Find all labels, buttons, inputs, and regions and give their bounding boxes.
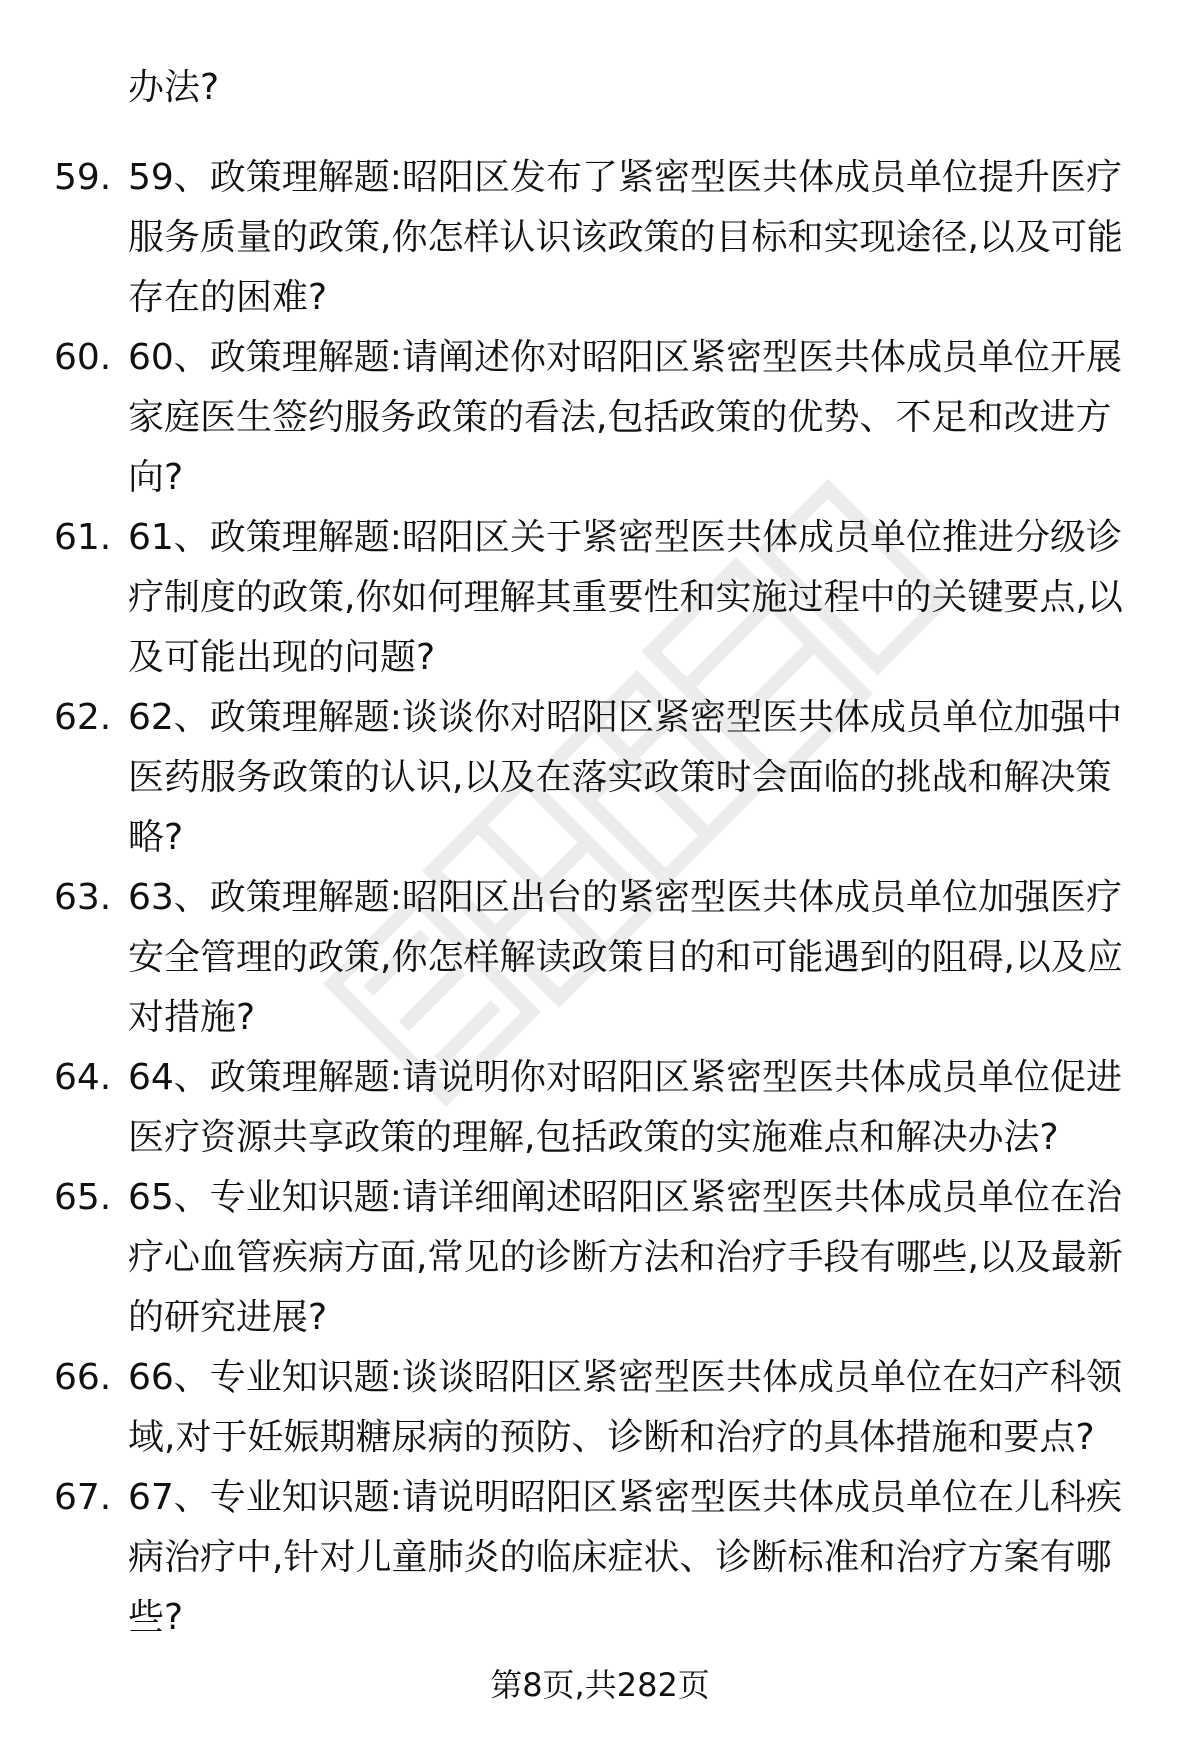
question-text: 59、政策理解题:昭阳区发布了紧密型医共体成员单位提升医疗服务质量的政策,你怎样认识该政策的目标和实现途径,以及可能存在的困难? — [128, 157, 1123, 318]
question-number: 60. — [54, 337, 112, 378]
continuation-text: 办法? — [128, 67, 220, 108]
question-number: 63. — [54, 877, 112, 918]
question-text: 66、专业知识题:谈谈昭阳区紧密型医共体成员单位在妇产科领域,对于妊娠期糖尿病的预防、诊断和治疗的具体措施和要点? — [128, 1357, 1122, 1458]
page-footer: 第8页,共282页 — [490, 1666, 710, 1704]
question-number: 61. — [54, 517, 112, 558]
question-text: 63、政策理解题:昭阳区出台的紧密型医共体成员单位加强医疗安全管理的政策,你怎样解读政策目的和可能遇到的阻碍,以及应对措施? — [128, 877, 1123, 1038]
question-number: 66. — [54, 1357, 112, 1398]
question-text: 65、专业知识题:请详细阐述昭阳区紧密型医共体成员单位在治疗心血管疾病方面,常见的诊断方法和治疗手段有哪些,以及最新的研究进展? — [128, 1177, 1123, 1338]
question-text: 67、专业知识题:请说明昭阳区紧密型医共体成员单位在儿科疾病治疗中,针对儿童肺炎的临床症状、诊断标准和治疗方案有哪些? — [128, 1477, 1122, 1638]
question-number: 62. — [54, 697, 112, 738]
question-text: 60、政策理解题:请阐述你对昭阳区紧密型医共体成员单位开展家庭医生签约服务政策的看法,包括政策的优势、不足和改进方向? — [128, 337, 1122, 498]
question-text: 62、政策理解题:谈谈你对昭阳区紧密型医共体成员单位加强中医药服务政策的认识,以及在落实政策时会面临的挑战和解决策略? — [128, 697, 1122, 858]
question-text: 64、政策理解题:请说明你对昭阳区紧密型医共体成员单位促进医疗资源共享政策的理解,包括政策的实施难点和解决办法? — [128, 1057, 1122, 1158]
question-number: 59. — [54, 157, 112, 198]
question-number: 67. — [54, 1477, 112, 1518]
question-number: 64. — [54, 1057, 112, 1098]
question-number: 65. — [54, 1177, 112, 1218]
question-text: 61、政策理解题:昭阳区关于紧密型医共体成员单位推进分级诊疗制度的政策,你如何理解其重要性和实施过程中的关键要点,以及可能出现的问题? — [128, 517, 1123, 678]
